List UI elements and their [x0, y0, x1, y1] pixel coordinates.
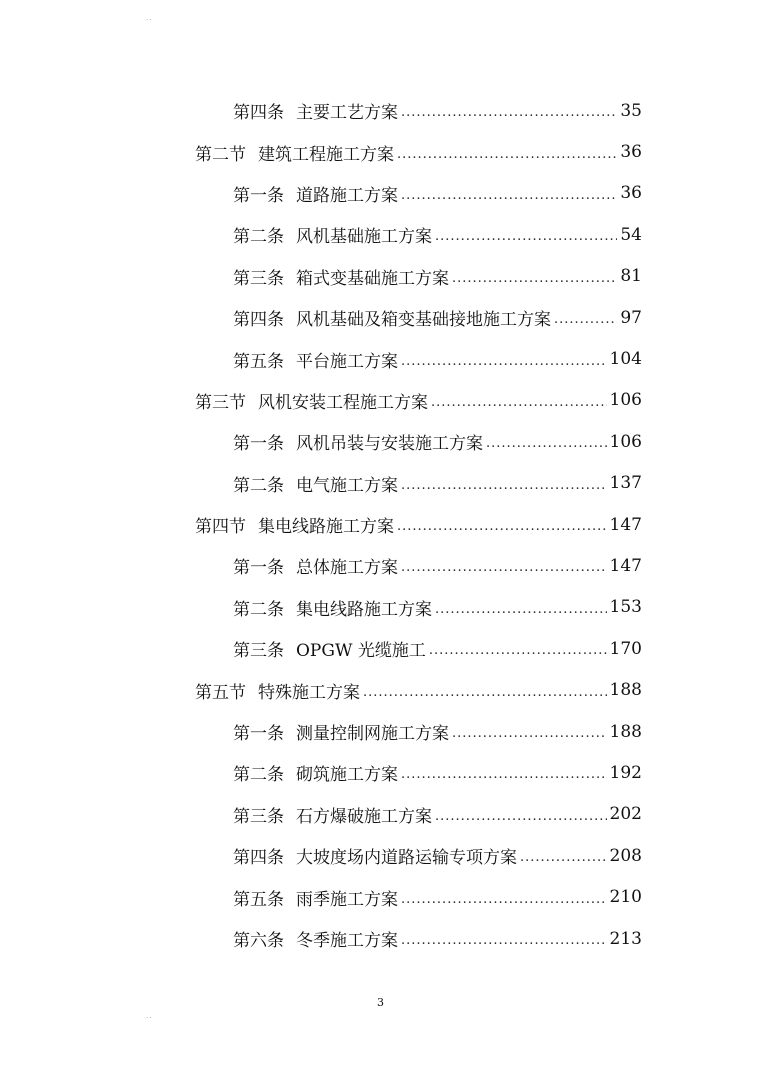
toc-entry-label: 第四条 [233, 310, 284, 331]
toc-entry-label: 第二条 [233, 599, 284, 620]
toc-entry-label: 第三条 [233, 641, 284, 662]
toc-entry-page: 147 [609, 555, 642, 576]
toc-entry[interactable] [0, 918, 761, 959]
toc-entry-title: OPGW 光缆施工 [296, 641, 426, 662]
toc-entry-label: 第二条 [233, 765, 284, 786]
page-number: 3 [377, 996, 384, 1009]
toc-entry-label: 第二条 [233, 475, 284, 496]
toc-entry-label: 第四条 [233, 103, 284, 124]
toc-entry-title: 风机基础及箱变基础接地施工方案 [296, 310, 551, 331]
toc-entry-page: 54 [620, 224, 642, 245]
toc-entry[interactable] [0, 338, 761, 379]
dot-leader [520, 846, 607, 865]
toc-entry-page: 137 [609, 473, 642, 494]
toc-entry-page: 104 [609, 349, 642, 370]
dot-leader [397, 143, 617, 162]
toc-entry-title: 总体施工方案 [296, 558, 398, 579]
toc-entry-page: 188 [609, 680, 642, 701]
dot-leader [401, 929, 607, 948]
toc-entry-title: 冬季施工方案 [296, 931, 398, 951]
table-of-contents [0, 90, 761, 959]
toc-entry[interactable] [0, 173, 761, 214]
toc-entry[interactable] [0, 835, 761, 876]
toc-entry-page: 202 [609, 804, 642, 825]
toc-entry[interactable] [0, 669, 761, 710]
toc-entry-title: 雨季施工方案 [296, 889, 398, 910]
toc-entry-title: 集电线路施工方案 [258, 517, 394, 538]
toc-entry[interactable] [0, 794, 761, 835]
toc-entry-title: 电气施工方案 [296, 475, 398, 496]
toc-entry[interactable] [0, 131, 761, 172]
toc-entry-label: 第一条 [233, 724, 284, 745]
toc-entry-label: 第六条 [233, 931, 284, 951]
toc-entry-label: 第五条 [233, 889, 284, 910]
dot-leader [397, 515, 607, 534]
dot-leader [435, 225, 617, 244]
dot-leader [435, 805, 607, 824]
toc-entry-label: 第二节 [195, 144, 246, 165]
dot-leader [401, 350, 607, 369]
dot-leader [452, 267, 617, 286]
toc-entry[interactable] [0, 256, 761, 297]
toc-entry-title: 建筑工程施工方案 [258, 144, 394, 165]
dot-leader [401, 474, 607, 493]
toc-entry[interactable] [0, 421, 761, 462]
toc-entry-label: 第一条 [233, 434, 284, 455]
toc-entry-label: 第三节 [195, 392, 246, 413]
toc-entry-label: 第二条 [233, 227, 284, 248]
toc-entry-page: 188 [609, 721, 642, 742]
dot-leader [429, 639, 607, 658]
toc-entry-label: 第五条 [233, 351, 284, 372]
toc-entry-page: 81 [620, 266, 642, 287]
toc-entry[interactable] [0, 876, 761, 917]
toc-entry-label: 第一条 [233, 558, 284, 579]
dot-leader [401, 888, 607, 907]
toc-entry-title: 主要工艺方案 [296, 103, 398, 124]
dot-leader [401, 763, 607, 782]
toc-entry-title: 风机基础施工方案 [296, 227, 432, 248]
dot-leader [431, 391, 607, 410]
toc-entry-title: 测量控制网施工方案 [296, 724, 449, 745]
toc-entry-title: 风机吊装与安装施工方案 [296, 434, 483, 455]
toc-entry[interactable] [0, 90, 761, 131]
toc-entry[interactable] [0, 711, 761, 752]
toc-entry-title: 集电线路施工方案 [296, 599, 432, 620]
toc-entry-page: 36 [620, 183, 642, 204]
toc-entry-title: 石方爆破施工方案 [296, 806, 432, 827]
dot-leader [435, 598, 607, 617]
toc-entry-page: 147 [609, 514, 642, 535]
toc-entry[interactable] [0, 463, 761, 504]
toc-entry-page: 170 [609, 638, 642, 659]
toc-entry-page: 192 [609, 762, 642, 783]
toc-entry-page: 106 [609, 390, 642, 411]
toc-entry-page: 213 [609, 928, 642, 949]
toc-entry-page: 35 [620, 100, 642, 121]
toc-entry[interactable] [0, 587, 761, 628]
toc-entry[interactable] [0, 752, 761, 793]
dot-leader [486, 432, 607, 451]
dot-leader [401, 101, 617, 120]
toc-entry-page: 36 [620, 142, 642, 163]
dot-leader [401, 556, 607, 575]
toc-entry[interactable] [0, 214, 761, 255]
toc-entry[interactable] [0, 628, 761, 669]
toc-entry[interactable] [0, 545, 761, 586]
toc-entry-title: 平台施工方案 [296, 351, 398, 372]
toc-entry-page: 208 [609, 845, 642, 866]
toc-entry-label: 第四条 [233, 848, 284, 869]
toc-entry-page: 97 [620, 307, 642, 328]
dot-leader [363, 681, 607, 700]
toc-entry-label: 第三条 [233, 806, 284, 827]
toc-entry-label: 第三条 [233, 268, 284, 289]
toc-entry-page: 106 [609, 431, 642, 452]
toc-entry-title: 道路施工方案 [296, 185, 398, 206]
toc-entry-title: 风机安装工程施工方案 [258, 392, 428, 413]
toc-entry-title: 砌筑施工方案 [296, 765, 398, 786]
corner-mark-top: .. [146, 14, 153, 22]
toc-entry-page: 153 [609, 597, 642, 618]
toc-entry[interactable] [0, 504, 761, 545]
toc-entry-label: 第五节 [195, 682, 246, 703]
corner-mark-bottom: .. [146, 1012, 153, 1020]
toc-entry[interactable] [0, 297, 761, 338]
toc-entry-label: 第一条 [233, 185, 284, 206]
toc-entry-title: 特殊施工方案 [258, 682, 360, 703]
dot-leader [452, 722, 607, 741]
toc-entry-label: 第四节 [195, 517, 246, 538]
toc-entry-title: 箱式变基础施工方案 [296, 268, 449, 289]
dot-leader [401, 184, 617, 203]
toc-entry-title: 大坡度场内道路运输专项方案 [296, 848, 517, 869]
toc-entry[interactable] [0, 380, 761, 421]
dot-leader [554, 308, 617, 327]
toc-entry-page: 210 [609, 887, 642, 908]
